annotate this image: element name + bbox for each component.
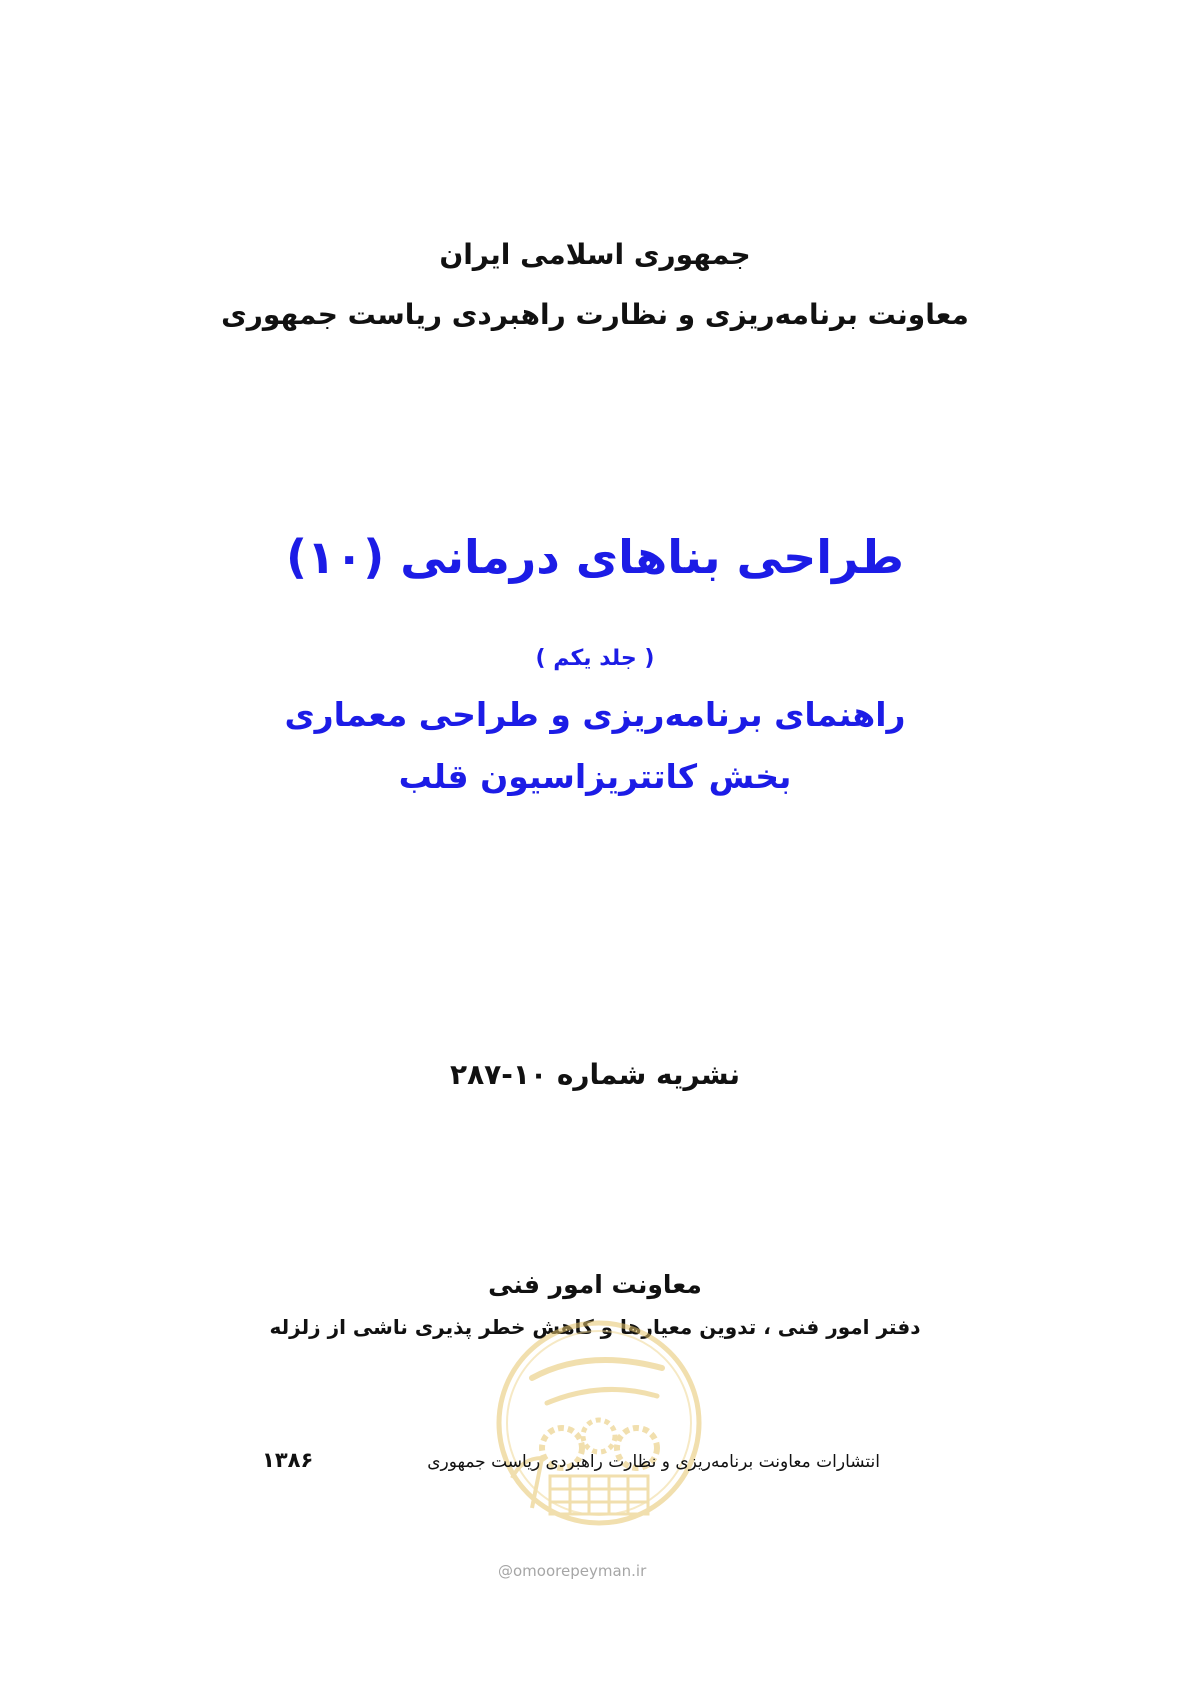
vice-presidency-name: معاونت برنامه‌ریزی و نظارت راهبردی ریاست جمهوری [221,298,969,331]
watermark-logo [492,1308,706,1558]
watermark-site-label: @omoorepeyman.ir [498,1562,647,1580]
publication-year: ۱۳۸۶ [262,1448,314,1472]
watermark-site-text: omoorepeyman.ir [513,1562,647,1580]
subtitle-line-1: راهنمای برنامه‌ریزی و طراحی معماری [284,695,906,734]
office-name: دفتر امور فنی ، تدوین معیارها و کاهش خطر پذیری ناشی از زلزله [269,1315,921,1339]
publication-number: نشریه شماره ۱۰-۲۸۷ [450,1058,740,1091]
volume-label: ( جلد یکم ) [535,646,655,671]
department-name: معاونت امور فنی [488,1270,702,1299]
country-name: جمهوری اسلامی ایران [439,238,751,271]
publisher-name: انتشارات معاونت برنامه‌ریزی و نظارت راهبردی ریاست جمهوری [427,1452,880,1472]
subtitle-line-2: بخش کاتتریزاسیون قلب [398,757,792,796]
document-title: طراحی بناهای درمانی (۱۰) [286,530,904,584]
